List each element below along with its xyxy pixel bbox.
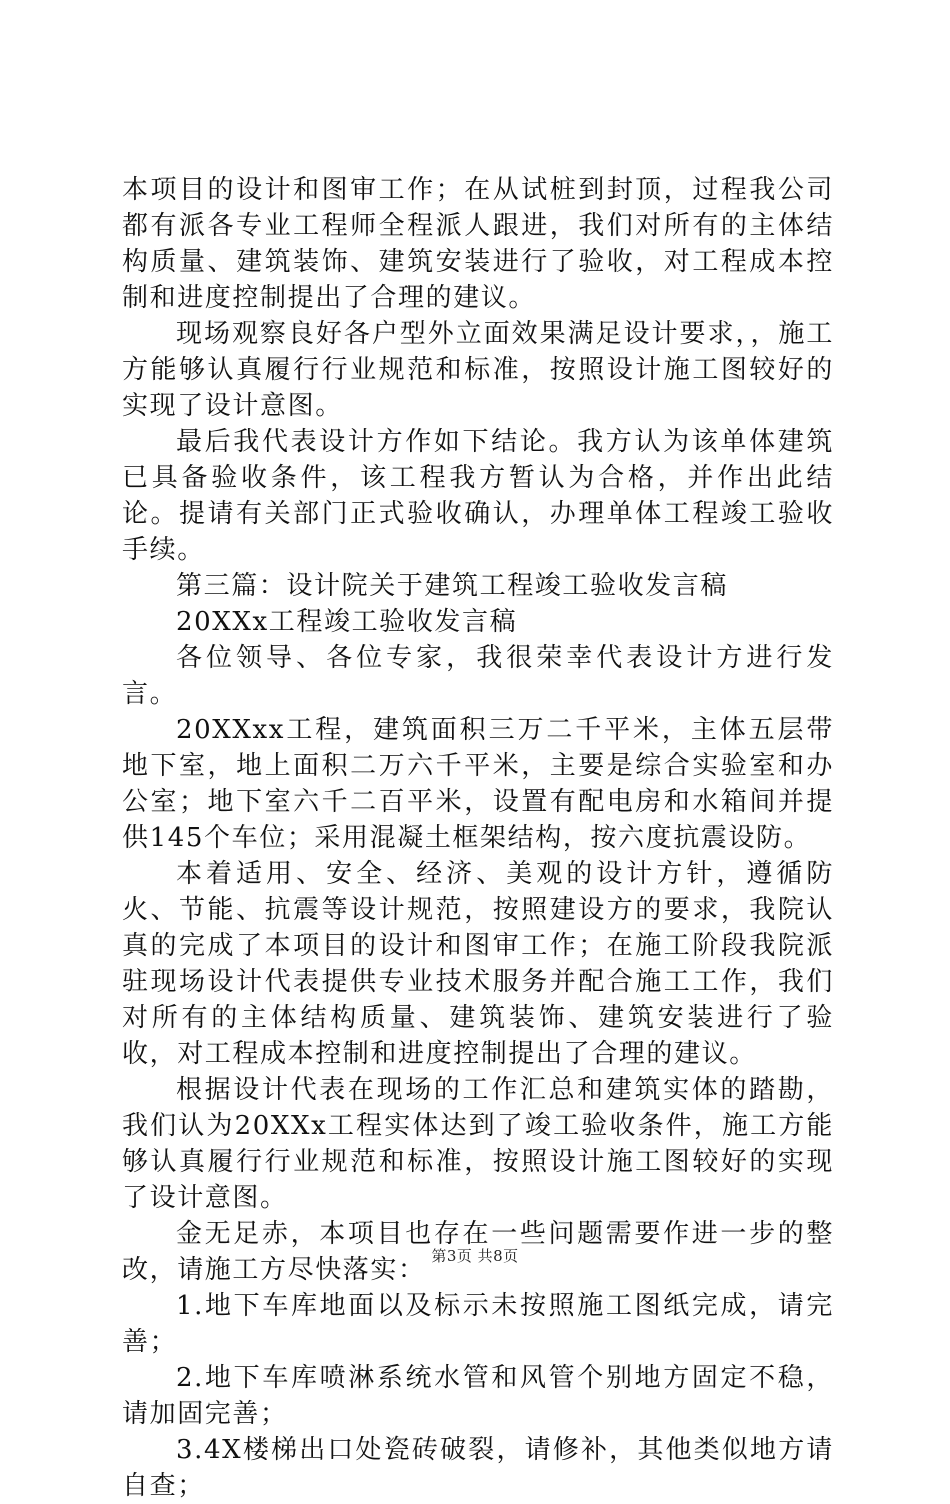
section-heading: 第三篇：设计院关于建筑工程竣工验收发言稿 xyxy=(176,571,729,601)
list-item: 2.地下车库喷淋系统水管和风管个别地方固定不稳，请加固完善； xyxy=(122,1363,834,1429)
paragraph: 本项目的设计和图审工作；在从试桩到封顶，过程我公司都有派各专业工程师全程派人跟进，我们对所有的主体结构质量、建筑装饰、建筑安装进行了验收，对工程成本控制和进度控制提出了合理的建议。 xyxy=(122,175,834,313)
speech-title: 20XXx工程竣工验收发言稿 xyxy=(176,607,518,637)
paragraph: 本着适用、安全、经济、美观的设计方针，遵循防火、节能、抗震等设计规范，按照建设方的要求，我院认真的完成了本项目的设计和图审工作；在施工阶段我院派驻现场设计代表提供专业技术服务并配合施工工作，我们对所有的主体结构质量、建筑装饰、建筑安装进行了验收，对工程成本控制和进度控制提出了合理的建议。 xyxy=(122,859,834,1069)
paragraph: 20XXxx工程，建筑面积三万二千平米，主体五层带地下室，地上面积二万六千平米，主要是综合实验室和办公室；地下室六千二百平米，设置有配电房和水箱间并提供145个车位；采用混凝土框架结构，按六度抗震设防。 xyxy=(122,715,834,853)
list-item: 3.4X楼梯出口处瓷砖破裂，请修补，其他类似地方请自查； xyxy=(122,1435,834,1501)
list-item: 1.地下车库地面以及标示未按照施工图纸完成，请完善； xyxy=(122,1291,834,1357)
paragraph: 金无足赤，本项目也存在一些问题需要作进一步的整改，请施工方尽快落实： xyxy=(122,1219,834,1285)
page-number: 第3页 共8页 xyxy=(431,1247,519,1265)
page-footer xyxy=(0,1245,950,1266)
document-body xyxy=(122,172,834,1504)
paragraph: 各位领导、各位专家，我很荣幸代表设计方进行发言。 xyxy=(122,643,834,709)
paragraph: 最后我代表设计方作如下结论。我方认为该单体建筑已具备验收条件，该工程我方暂认为合格，并作出此结论。提请有关部门正式验收确认，办理单体工程竣工验收手续。 xyxy=(122,427,834,565)
paragraph: 现场观察良好各户型外立面效果满足设计要求，，施工方能够认真履行行业规范和标准，按照设计施工图较好的实现了设计意图。 xyxy=(122,319,834,421)
paragraph: 根据设计代表在现场的工作汇总和建筑实体的踏勘，我们认为20XXx工程实体达到了竣工验收条件，施工方能够认真履行行业规范和标准，按照设计施工图较好的实现了设计意图。 xyxy=(122,1075,834,1213)
